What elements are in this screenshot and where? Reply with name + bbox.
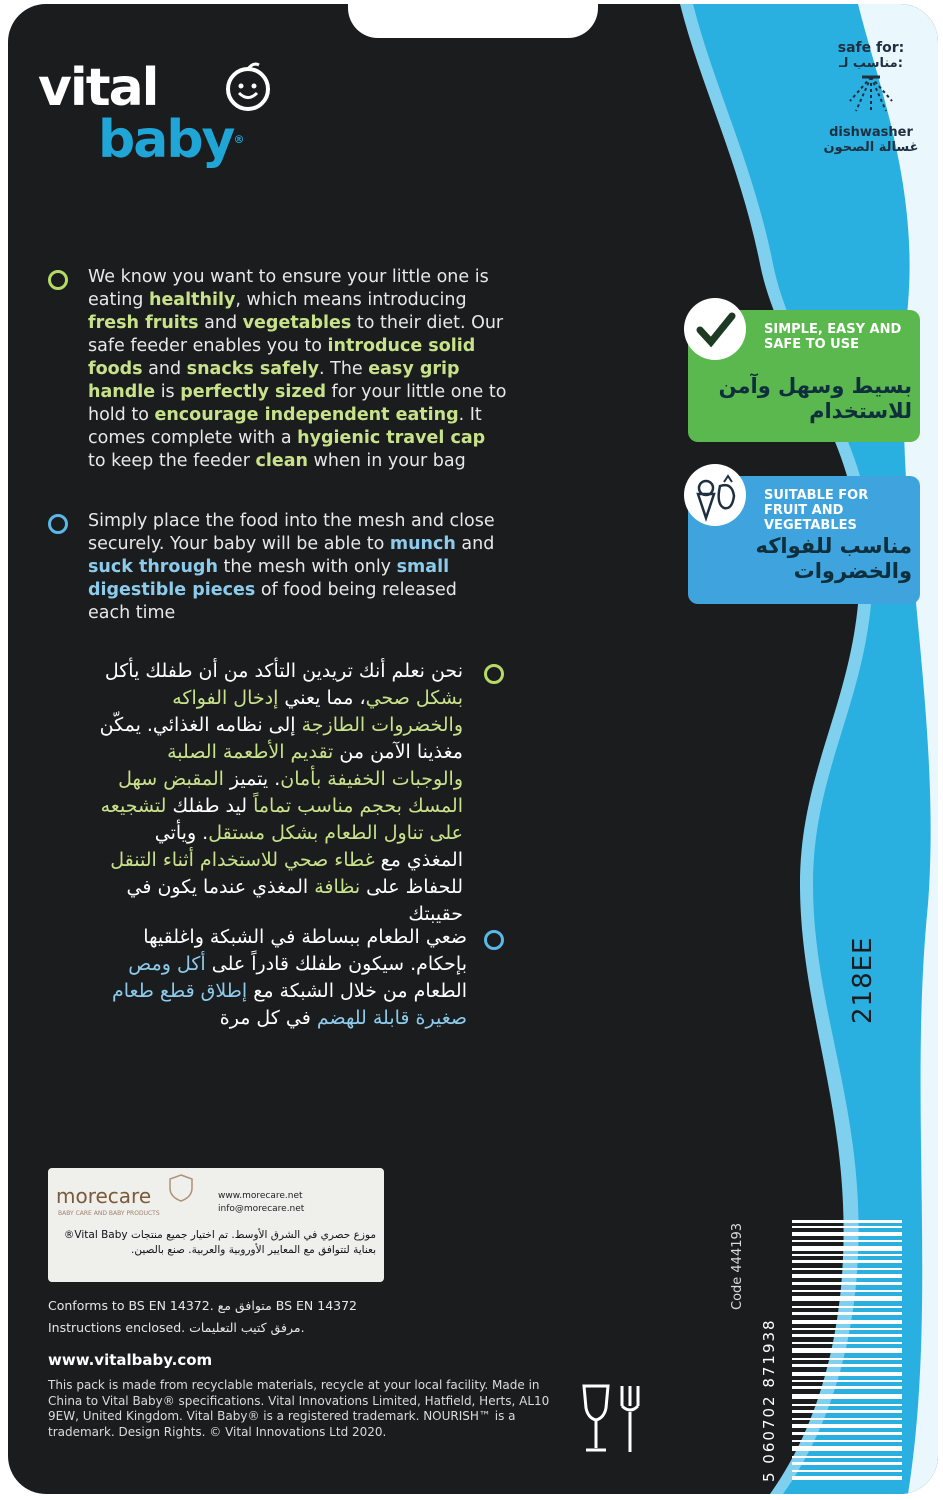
bullet-ring-green	[48, 270, 68, 290]
barcode-digits: 5 060702 871938	[760, 1318, 778, 1482]
badge-fruit-vegetables	[688, 476, 920, 604]
batch-code: 218EE	[848, 936, 878, 1024]
dishwasher-label: dishwasher	[829, 125, 913, 140]
instructions-paragraph-ar: ضعي الطعام ببساطة في الشبكة واغلقيها بإحكام. سيكون طفلك قادراً على أكل ومص الطعام من خلال الشبكة مع إطلاق قطع طعام صغيرة قابلة للهضم في كل مرة	[111, 926, 467, 1029]
fine-print: This pack is made from recyclable materials, recycle at your local facility. Made in China to Vital Baby® specifications. Vital Innovations Limited, Hatfield, Herts, AL10 9EW, United Kingdom. Vital Baby® is a registered trademark. NOURISH™ is a trademark. Design Rights. © Vital Innovations Ltd 2020.	[48, 1378, 550, 1439]
instructions-enclosed-text: Instructions enclosed. مرفق كتيب التعليمات.	[48, 1320, 305, 1335]
morecare-email: info@morecare.net	[218, 1204, 305, 1214]
safe-for-label: safe for:	[837, 40, 905, 56]
badge-fruit-text-ar: مناسب للفواكه والخضروات	[755, 534, 912, 583]
checkmark-icon	[684, 298, 746, 360]
instructions-paragraph-en: Simply place the food into the mesh and close securely. Your baby will be able to munch and suck through the mesh with only small digestible pieces of food being released each time	[88, 511, 495, 623]
badge-simple-easy-safe	[688, 310, 920, 442]
dishwasher-label-ar: غسالة الصحون	[823, 140, 919, 155]
morecare-tagline: BABY CARE AND BABY PRODUCTS	[58, 1210, 160, 1217]
conforms-standard-text: Conforms to BS EN 14372. متوافق مع BS EN 14372	[48, 1298, 358, 1313]
vital-baby-logo	[38, 58, 243, 170]
website-url: www.vitalbaby.com	[48, 1351, 213, 1369]
bullet-ring-blue-ar	[484, 930, 504, 950]
badge-simple-text: SIMPLE, EASY AND SAFE TO USE	[764, 322, 902, 352]
bullet-ring-blue	[48, 514, 68, 534]
fruit-vegetable-icon	[684, 464, 746, 526]
dishwasher-spray-icon	[848, 75, 894, 115]
morecare-distributor-sticker	[48, 1168, 384, 1282]
description-paragraph-ar: نحن نعلم أنك تريدين التأكد من أن طفلك يأكل بشكل صحي، مما يعني إدخال الفواكه والخضروات الطازجة إلى نظامه الغذائي. يمكّن مغذينا الآمن من تقديم الأطعمة الصلبة والوجبات الخفيفة بأمان. يتميز المقبض سهل المسك بحجم مناسب تماماً ليد طفلك لتشجيعه على تناول الطعام بشكل مستقل. ويأتي المغذي مع غطاء صحي للاستخدام أثناء التنقل للحفاظ على نظافة المغذي عندما يكون في حقيبتك	[99, 660, 463, 925]
logo-word-baby: baby®	[98, 110, 243, 170]
badge-simple-text-ar: بسيط وسهل وآمن للاستخدام	[718, 374, 912, 423]
barcode	[756, 1220, 902, 1480]
baby-face-icon	[223, 62, 273, 112]
bullet-ring-green-ar	[484, 664, 504, 684]
description-paragraph-en: We know you want to ensure your little one is eating healthily, which means introducing fresh fruits and vegetables to their diet. Our safe feeder enables you to introduce solid foods and snacks safely. The easy grip handle is perfectly sized for your little one to hold to encourage independent eating. It comes complete with a hygienic travel cap to keep the feeder clean when in your bag	[88, 267, 507, 471]
hang-tab-cutout	[348, 4, 598, 38]
product-card	[8, 4, 938, 1494]
product-code: Code 444193	[730, 1222, 745, 1310]
logo-word-vital: vital	[38, 58, 158, 118]
produce-circle	[684, 464, 746, 526]
badge-fruit-text: SUITABLE FOR FRUIT AND VEGETABLES	[764, 488, 869, 533]
safe-for-panel	[816, 40, 926, 155]
food-safe-glass-fork-icon	[578, 1382, 650, 1456]
barcode-bars	[792, 1220, 902, 1480]
morecare-brand: morecare	[56, 1184, 152, 1208]
morecare-website: www.morecare.net	[218, 1191, 303, 1201]
morecare-arabic-text: موزع حصري في الشرق الأوسط. تم اختيار جميع منتجات Vital Baby® بعناية لتتوافق مع المعايير الأوروبية والعربية. صنع بالصين.	[63, 1229, 376, 1256]
morecare-contact	[218, 1190, 304, 1216]
shield-icon	[168, 1174, 194, 1202]
check-circle	[684, 298, 746, 360]
safe-for-label-ar: مناسب لـ:	[839, 56, 903, 71]
